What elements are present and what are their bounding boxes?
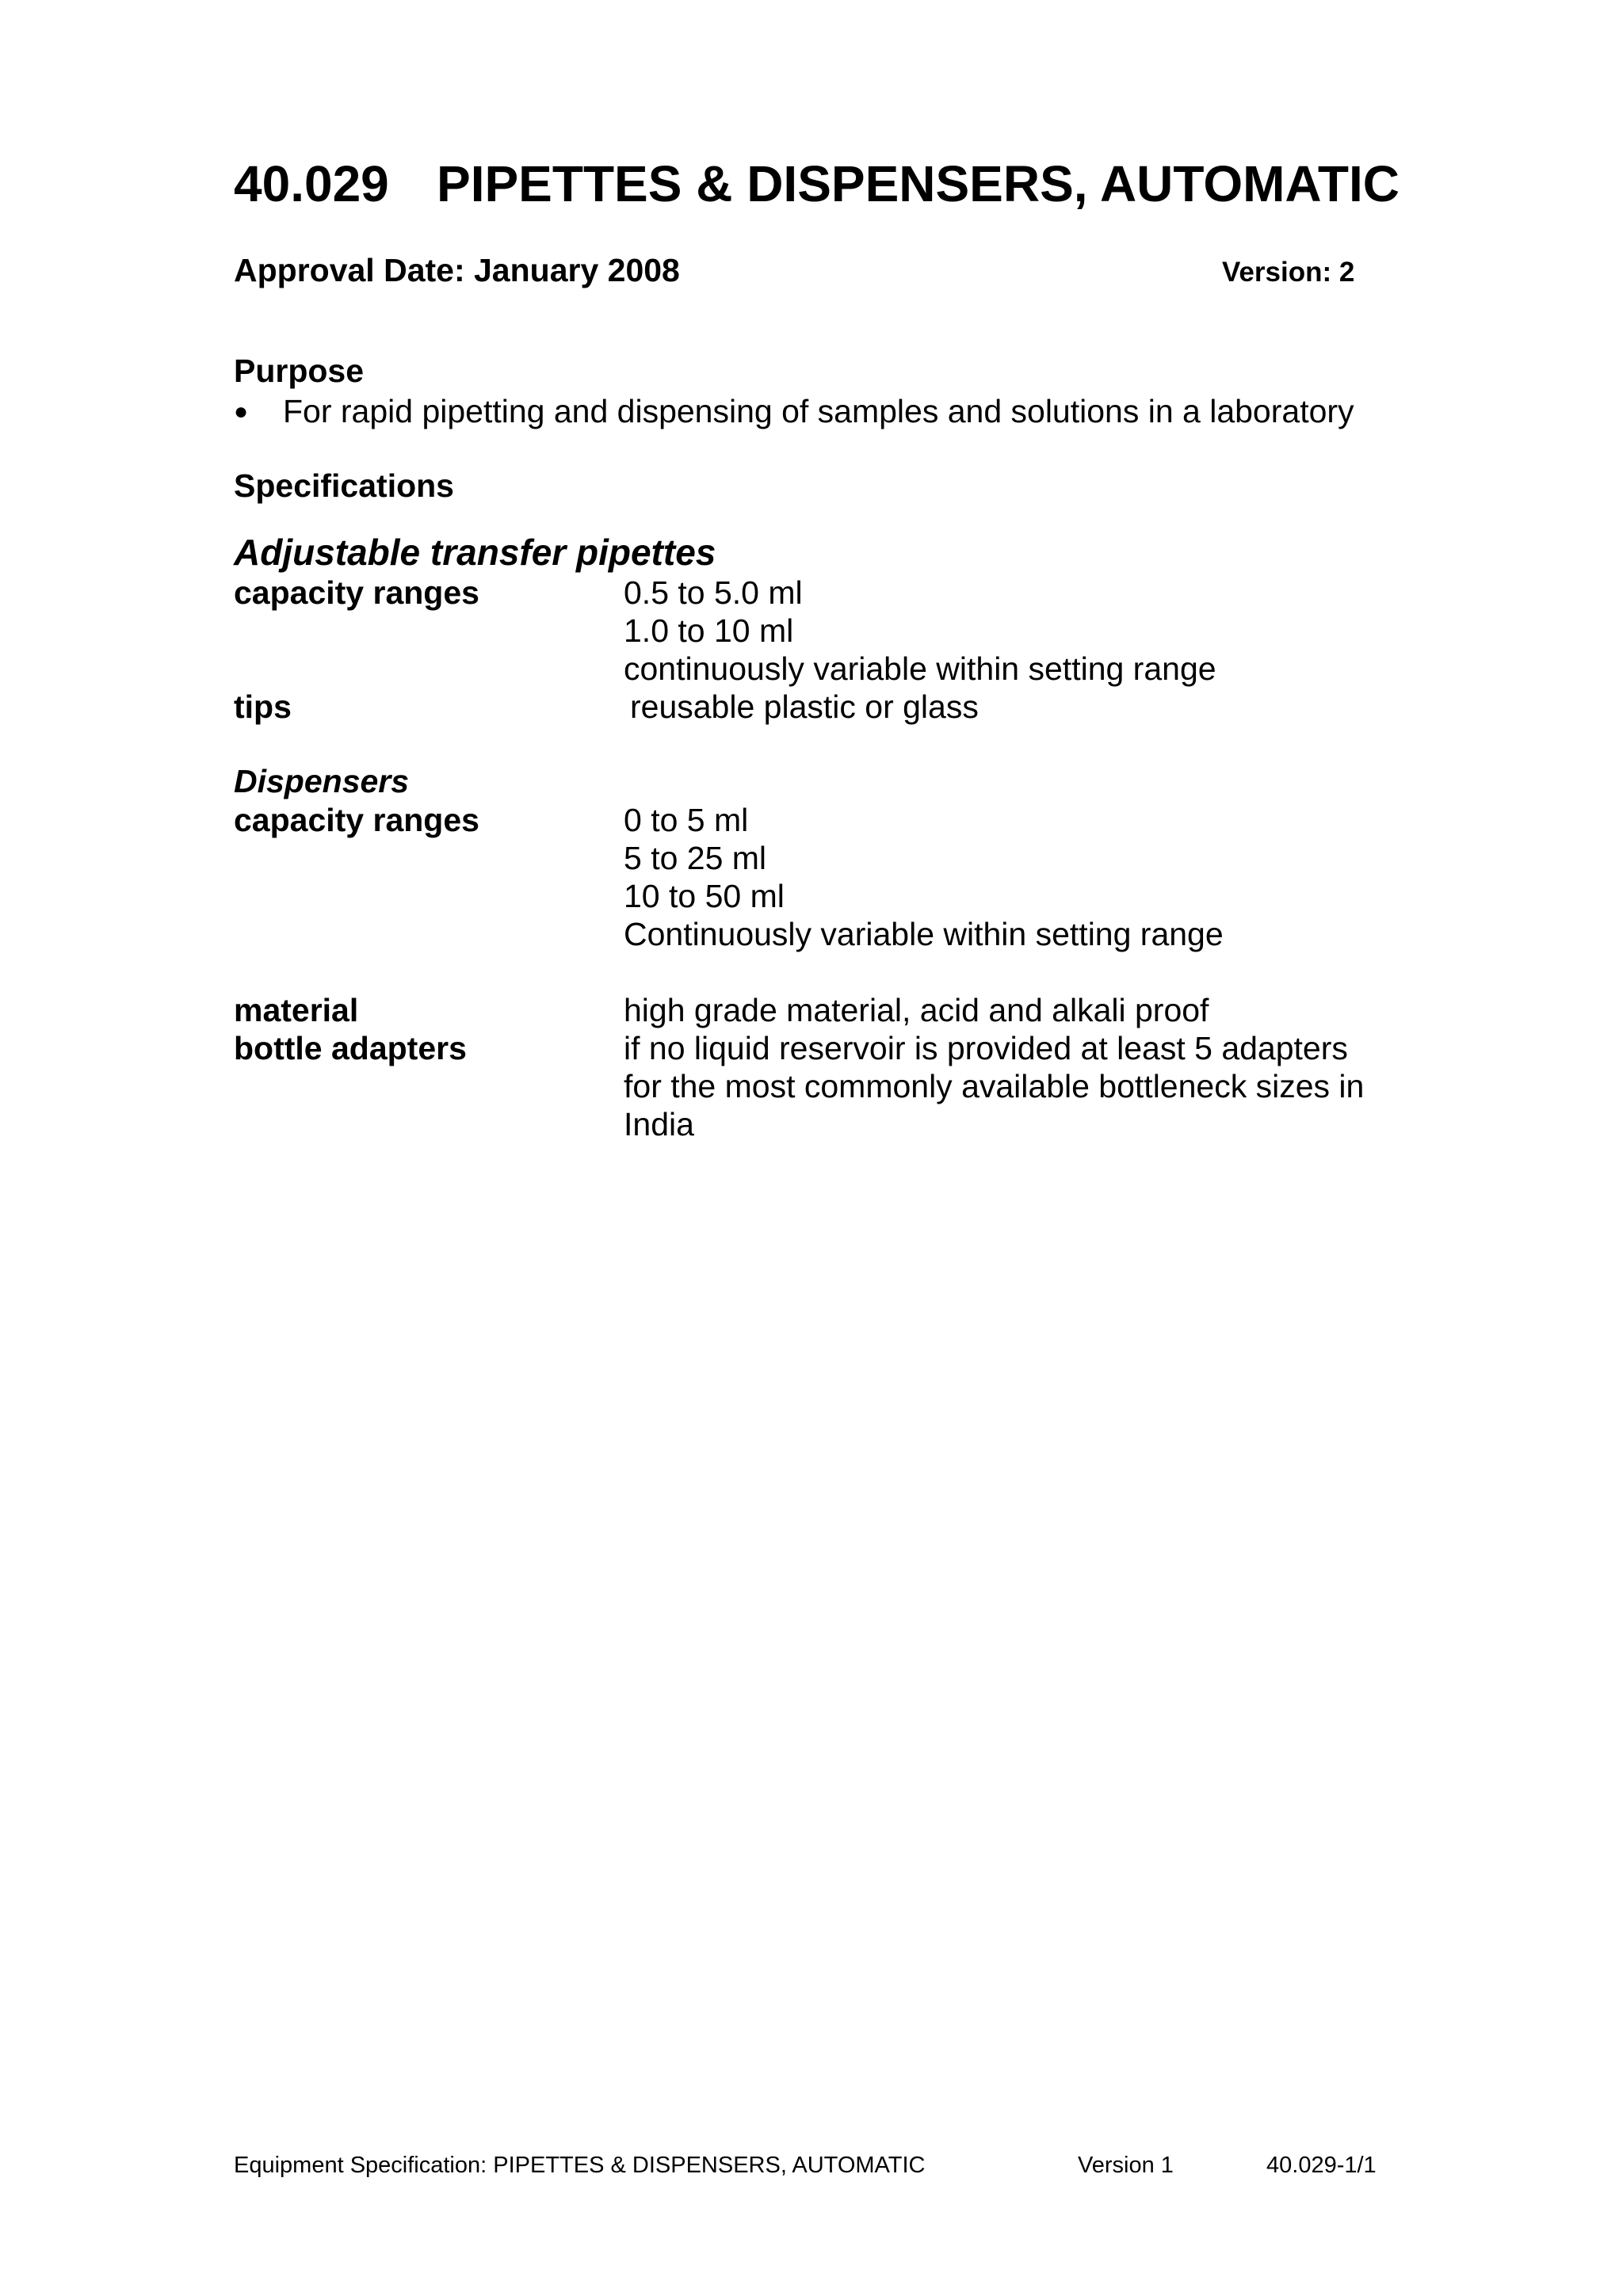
spec-key: material — [234, 992, 359, 1028]
spec-value: continuously variable within setting range — [624, 650, 1216, 687]
spec-values — [630, 688, 1423, 726]
footer-document-name: Equipment Specification: PIPETTES & DISPENSERS, AUTOMATIC — [234, 2153, 926, 2178]
spec-value: for the most commonly available bottleneck sizes in — [624, 1068, 1365, 1104]
spec-group-title-pipettes: Adjustable transfer pipettes — [234, 532, 716, 573]
purpose-item-text: For rapid pipetting and dispensing of samples and solutions in a laboratory — [283, 393, 1354, 429]
footer-version: Version 1 — [1078, 2153, 1174, 2178]
document-title-text: PIPETTES & DISPENSERS, AUTOMATIC — [437, 155, 1400, 212]
approval-date: Approval Date: January 2008 — [234, 252, 680, 288]
spec-values — [624, 801, 1416, 953]
spec-value: 1.0 to 10 ml — [624, 612, 794, 649]
purpose-list-item — [234, 391, 1354, 433]
spec-values — [624, 991, 1416, 1029]
spec-value: 0.5 to 5.0 ml — [624, 574, 803, 611]
spec-key: tips — [234, 688, 292, 725]
document-number: 40.029 — [234, 155, 389, 212]
document-version: Version: 2 — [1222, 257, 1355, 288]
spec-values — [624, 1029, 1416, 1143]
document-title — [234, 152, 1400, 215]
spec-value: Continuously variable within setting range — [624, 916, 1224, 952]
spec-key: capacity ranges — [234, 574, 479, 611]
spec-value: 10 to 50 ml — [624, 878, 785, 914]
spec-key: capacity ranges — [234, 802, 479, 838]
footer-page-number: 40.029-1/1 — [1266, 2153, 1377, 2178]
spec-value: 0 to 5 ml — [624, 802, 749, 838]
purpose-heading: Purpose — [234, 353, 365, 389]
spec-value: reusable plastic or glass — [630, 688, 979, 725]
spec-key: bottle adapters — [234, 1030, 467, 1066]
spec-values — [624, 574, 1416, 688]
spec-value: 5 to 25 ml — [624, 840, 767, 876]
bullet-icon: ● — [234, 399, 249, 425]
spec-value: India — [624, 1106, 694, 1142]
spec-value: if no liquid reservoir is provided at least 5 adapters — [624, 1030, 1348, 1066]
spec-group-title-dispensers: Dispensers — [234, 763, 410, 799]
spec-value: high grade material, acid and alkali proof — [624, 992, 1209, 1028]
specifications-heading: Specifications — [234, 467, 454, 504]
